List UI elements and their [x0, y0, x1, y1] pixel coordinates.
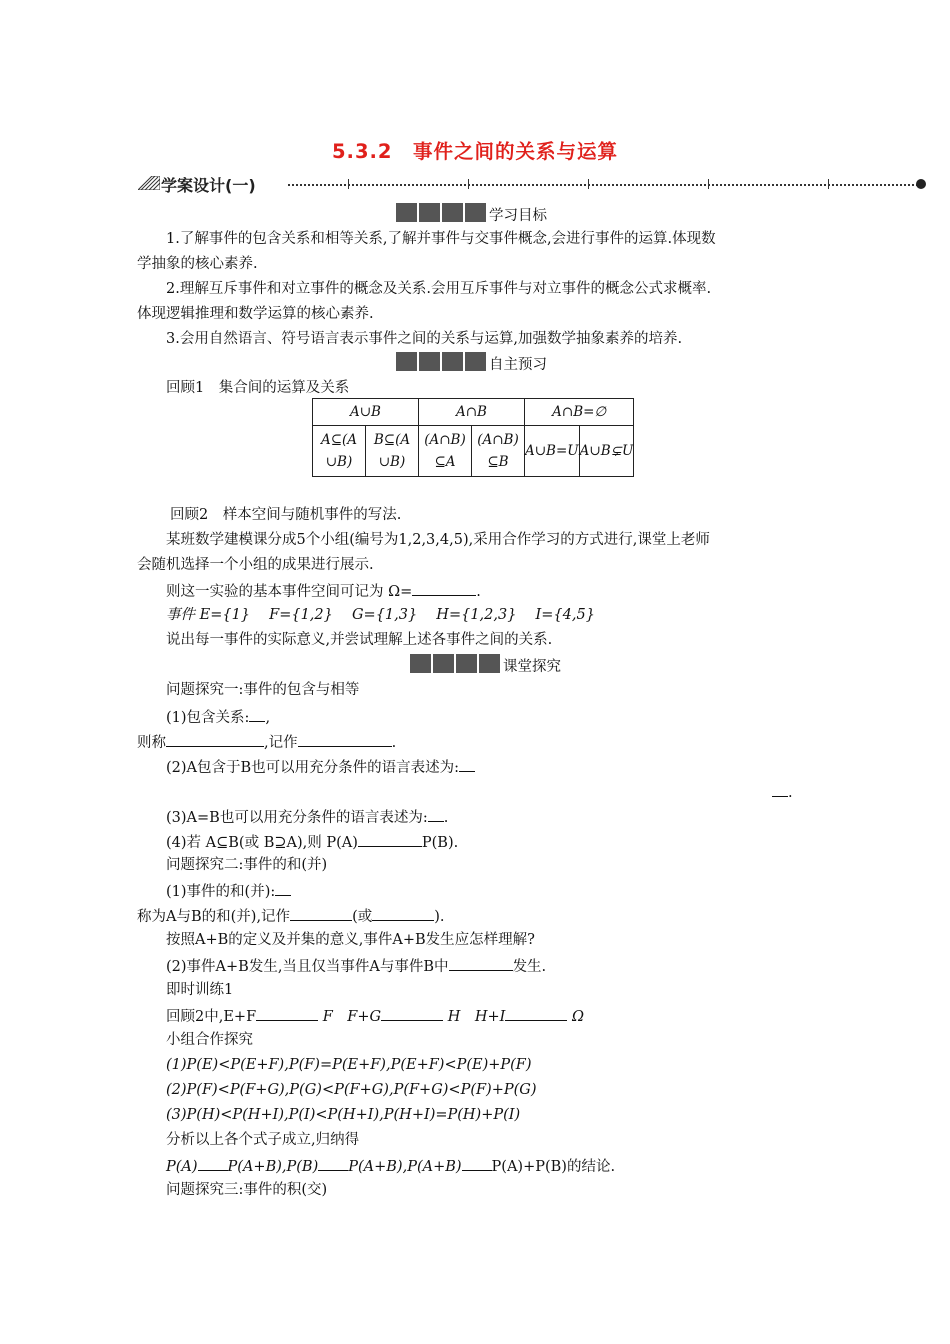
- recall2-paragraph-cont: 会随机选择一个小组的成果进行展示.: [137, 557, 374, 573]
- answer-blank[interactable]: [459, 756, 475, 772]
- answer-blank[interactable]: [505, 1005, 567, 1021]
- answer-blank[interactable]: [256, 1005, 318, 1021]
- answer-blank[interactable]: [772, 781, 788, 797]
- goal-3: 3.会用自然语言、符号语言表示事件之间的关系与运算,加强数学抽象素养的培养.: [166, 331, 683, 347]
- rule-tick: [828, 179, 829, 189]
- answer-blank[interactable]: [462, 1155, 492, 1171]
- training-heading: 即时训练1: [166, 982, 234, 998]
- answer-blank[interactable]: [358, 831, 422, 847]
- goal-2: 2.理解互斥事件和对立事件的概念及关系.会用互斥事件与对立事件的概念公式求概率.: [166, 281, 712, 297]
- explore1-q2-end: .: [772, 781, 793, 803]
- events-line: 事件 E={1} F={1,2} G={1,3} H={1,2,3} I={4,5}: [166, 607, 595, 623]
- training-line: 回顾2中,E+F F F+G H H+I Ω: [166, 1005, 584, 1027]
- answer-blank[interactable]: [381, 1005, 443, 1021]
- answer-blank[interactable]: [428, 806, 444, 822]
- answer-blank[interactable]: [372, 905, 434, 921]
- explore2-q3: (2)事件A+B发生,当且仅当事件A与事件B中 发生.: [166, 955, 546, 977]
- table-header: A∩B=∅: [525, 399, 634, 426]
- table-header: A∪B: [313, 399, 419, 426]
- answer-blank[interactable]: [298, 731, 392, 747]
- answer-blank[interactable]: [449, 955, 513, 971]
- group-item-3: (3)P(H)<P(H+I),P(I)<P(H+I),P(H+I)=P(H)+P(I): [166, 1107, 521, 1123]
- page-title: 5.3.2 事件之间的关系与运算: [331, 140, 619, 163]
- rule-tick: [348, 179, 349, 189]
- group-heading: 小组合作探究: [166, 1032, 253, 1048]
- rule-end-dot: [916, 179, 926, 189]
- set-operations-table: [312, 398, 634, 477]
- explore2-q1: (1)事件的和(并):: [166, 880, 291, 902]
- dotted-rule: [288, 184, 918, 186]
- recall2-heading: 回顾2 样本空间与随机事件的写法.: [170, 507, 402, 523]
- explore1-q1: (1)包含关系: ,: [166, 706, 270, 728]
- answer-blank[interactable]: [275, 880, 291, 896]
- heading-blocks: [396, 352, 486, 371]
- table-cell: A⊆(A ∪B): [313, 426, 366, 477]
- analysis-line: 分析以上各个式子成立,归纳得: [166, 1132, 360, 1148]
- rule-tick: [708, 179, 709, 189]
- explore1-q4: (4)若 A⊆B(或 B⊇A),则 P(A) P(B).: [166, 831, 458, 853]
- conclusion-line: P(A) P(A+B),P(B) P(A+B),P(A+B) P(A)+P(B)的结论.: [166, 1155, 615, 1177]
- explore2-q2: 按照A+B的定义及并集的意义,事件A+B发生应怎样理解?: [166, 932, 535, 948]
- answer-blank[interactable]: [318, 1155, 348, 1171]
- section-banner: [138, 173, 928, 195]
- explore1-q3: (3)A=B也可以用充分条件的语言表述为: .: [166, 806, 448, 828]
- goal-1-cont: 学抽象的核心素养.: [137, 256, 258, 272]
- heading-blocks: [396, 203, 486, 222]
- group-item-1: (1)P(E)<P(E+F),P(F)=P(E+F),P(E+F)<P(E)+P(F): [166, 1057, 532, 1073]
- table-cell: A∪B⊊U: [579, 426, 634, 477]
- goal-2-cont: 体现逻辑推理和数学运算的核心素养.: [137, 306, 374, 322]
- recall2-paragraph: 某班数学建模课分成5个小组(编号为1,2,3,4,5),采用合作学习的方式进行,课堂上老师: [166, 532, 710, 548]
- explore1-q1b: 则称 ,记作 .: [137, 731, 396, 753]
- explore2-heading: 问题探究二:事件的和(并): [166, 857, 328, 873]
- stripe-icon: [138, 176, 160, 190]
- rule-tick: [468, 179, 469, 189]
- rule-tick: [588, 179, 589, 189]
- answer-blank[interactable]: [166, 731, 264, 747]
- answer-blank[interactable]: [412, 580, 476, 596]
- explore3-heading: 问题探究三:事件的积(交): [166, 1182, 328, 1198]
- table-cell: (A∩B) ⊆A: [419, 426, 472, 477]
- banner-label: 学案设计(一): [161, 176, 256, 195]
- goal-1: 1.了解事件的包含关系和相等关系,了解并事件与交事件概念,会进行事件的运算.体现数: [166, 231, 716, 247]
- answer-blank[interactable]: [290, 905, 352, 921]
- answer-blank[interactable]: [198, 1155, 228, 1171]
- explore2-q1b: 称为A与B的和(并),记作 (或 ).: [137, 905, 445, 927]
- answer-blank[interactable]: [249, 706, 265, 722]
- explore1-heading: 问题探究一:事件的包含与相等: [166, 682, 360, 698]
- section-explore-label: 课堂探究: [503, 659, 561, 675]
- table-cell: B⊆(A ∪B): [366, 426, 419, 477]
- explore1-q2: (2)A包含于B也可以用充分条件的语言表述为:: [166, 756, 475, 778]
- section-preview-label: 自主预习: [489, 357, 547, 373]
- table-cell: (A∩B) ⊆B: [472, 426, 525, 477]
- recall1-heading: 回顾1 集合间的运算及关系: [166, 380, 350, 396]
- table-header: A∩B: [419, 399, 525, 426]
- group-item-2: (2)P(F)<P(F+G),P(G)<P(F+G),P(F+G)<P(F)+P(G): [166, 1082, 537, 1098]
- heading-blocks: [410, 654, 500, 673]
- events-instruction: 说出每一事件的实际意义,并尝试理解上述各事件之间的关系.: [166, 632, 553, 648]
- table-cell: A∪B=U: [525, 426, 580, 477]
- section-goals-label: 学习目标: [489, 208, 547, 224]
- sample-space-line: 则这一实验的基本事件空间可记为 Ω= .: [166, 580, 481, 602]
